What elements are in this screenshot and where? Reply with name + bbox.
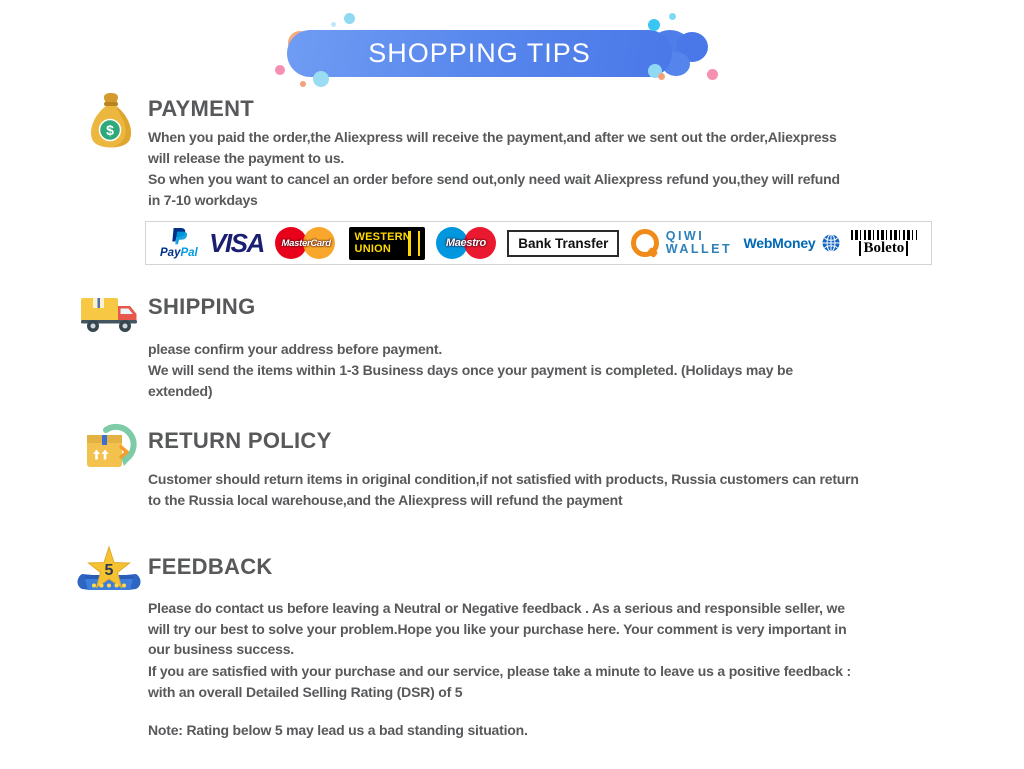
- text-line: to the Russia local warehouse,and the Aliexpress will refund the payment: [148, 491, 623, 508]
- western-union-logo: WESTERN UNION: [349, 227, 425, 260]
- text-line: extended): [148, 382, 213, 399]
- deco-cyan-dot: [669, 13, 676, 20]
- paypal-logo: [160, 227, 198, 260]
- deco-orange-dot: [658, 73, 665, 80]
- payment-paragraph-2: [148, 169, 840, 210]
- text-line: in 7-10 workdays: [148, 191, 258, 208]
- feedback-heading: FEEDBACK: [148, 554, 273, 579]
- payment-methods-bar: [145, 221, 932, 265]
- feedback-paragraph-2: [148, 661, 851, 702]
- bank-transfer-logo: Bank Transfer: [507, 230, 619, 257]
- deco-blue-dot: [313, 71, 329, 87]
- payment-heading: PAYMENT: [148, 96, 255, 121]
- deco-orange-dot: [300, 81, 306, 87]
- five-star-icon: [76, 544, 142, 594]
- feedback-paragraph-1: [148, 598, 846, 660]
- text-line: Customer should return items in original condition,if not satisfied with products, Russia customers can return: [148, 471, 859, 487]
- shipping-heading: SHIPPING: [148, 294, 256, 319]
- visa-logo: VISA: [209, 227, 264, 258]
- text-line: When you paid the order,the Aliexpress will receive the payment,and after we sent out the order,Aliexpress: [148, 129, 837, 145]
- text-line: We will send the items within 1-3 Business days once your payment is completed. (Holidays may be: [148, 362, 793, 378]
- paypal-wordmark: PayPal: [160, 246, 198, 259]
- deco-blue-dot: [344, 13, 355, 24]
- dollar-glyph: $: [106, 122, 114, 138]
- feedback-note: [148, 720, 528, 741]
- star-number: 5: [104, 562, 114, 579]
- return-box-icon: [84, 423, 140, 473]
- text-line: will release the payment to us.: [148, 149, 345, 166]
- maestro-logo: Maestro: [436, 226, 496, 260]
- delivery-truck-icon: [80, 293, 142, 335]
- deco-pink-dot: [707, 69, 718, 80]
- text-line: Note: Rating below 5 may lead us a bad standing situation.: [148, 722, 528, 738]
- text-line: our business success.: [148, 641, 294, 657]
- shipping-paragraph-1: [148, 339, 442, 360]
- text-line: will try our best to solve your problem.Hope you like your purchase here. Your comment is very important in: [148, 620, 847, 637]
- payment-paragraph-1: [148, 127, 837, 168]
- deco-blue-dot: [331, 22, 336, 27]
- webmoney-globe-icon: [822, 234, 840, 252]
- text-line: Please do contact us before leaving a Neutral or Negative feedback . As a serious and responsible seller, we: [148, 600, 845, 616]
- text-line: with an overall Detailed Selling Rating (DSR) of 5: [148, 683, 463, 700]
- text-line: please confirm your address before payment.: [148, 341, 443, 357]
- text-line: So when you want to cancel an order before send out,only need wait Aliexpress refund you,they will refund: [148, 171, 840, 187]
- return-policy-heading: RETURN POLICY: [148, 428, 332, 453]
- webmoney-logo: WebMoney: [743, 234, 839, 252]
- shipping-paragraph-2: [148, 360, 793, 401]
- qiwi-wallet-logo: [631, 229, 732, 257]
- mastercard-logo: MasterCard: [275, 226, 337, 260]
- qiwi-q-icon: [631, 229, 659, 257]
- paypal-mark-icon: [170, 227, 188, 247]
- banner: [287, 30, 672, 77]
- qiwi-wordmark: QIWI WALLET: [665, 229, 733, 256]
- boleto-logo: Boleto: [851, 230, 917, 256]
- deco-pink-dot: [275, 65, 285, 75]
- return-policy-paragraph: [148, 469, 859, 510]
- text-line: If you are satisfied with your purchase and our service, please take a minute to leave us a positive feedback :: [148, 663, 851, 679]
- money-bag-icon: [86, 92, 136, 154]
- deco-cyan-dot: [648, 19, 660, 31]
- barcode-icon: [851, 230, 917, 240]
- page-title: SHOPPING TIPS: [368, 38, 591, 68]
